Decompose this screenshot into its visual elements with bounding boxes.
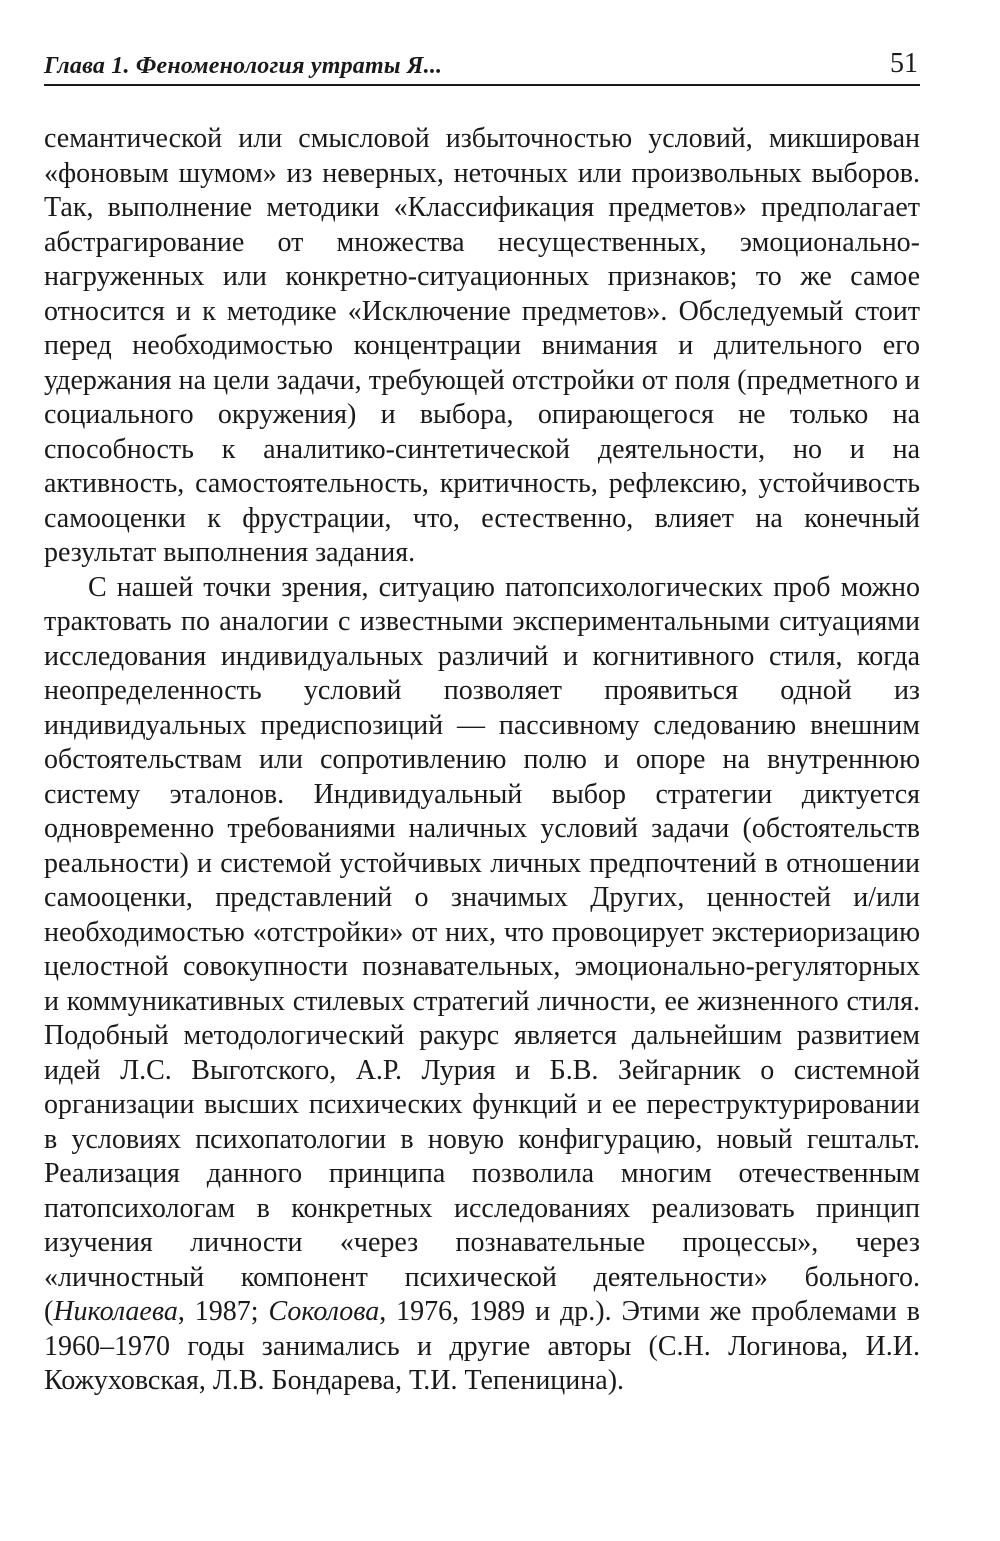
paragraph-1: семантической или смысловой избыточностью условий, микширован «фоновым шумом» из неверных, неточных или произвольных выборов. Так, выполнение методики «Классификация предметов» предполагает абстрагирование от множества несущественных, эмоционально-нагруженных или конкретно-ситуационных признаков; то же самое относится и к методике «Исключение предметов». Обследуемый стоит перед необходимостью концентрации внимания и длительного его удержания на цели задачи, требующей отстройки от поля (предметного и социального окружения) и выбора, опирающегося не только на способность к аналитико-синтетической деятельности, но и на активность, самостоятельность, критичность, рефлексию, устойчивость самооценки к фрустрации, что, естественно, влияет на конечный результат выполнения задания. bbox=[44, 123, 920, 568]
running-head bbox=[44, 38, 920, 86]
book-page bbox=[44, 38, 920, 1399]
paragraph-2-main: С нашей точки зрения, ситуацию патопсихологических проб можно трактовать по аналогии с известными экспериментальными ситуациями исследования индивидуальных различий и когнитивного стиля, когда неопределенность условий позволяет проявиться одной из индивидуальных предиспозиций — пассивному следованию внешним обстоятельствам или сопротивлению полю и опоре на внутреннюю систему эталонов. Индивидуальный выбор стратегии диктуется одновременно требованиями наличных условий задачи (обстоятельств реальности) и системой устойчивых личных предпочтений в отношении самооценки, представлений о значимых Других, ценностей и/или необходимостью «отстройки» от них, что провоцирует экстериоризацию целостной совокупности познавательных, эмоционально-регуляторных и коммуникативных стилевых стратегий личности, ее жизненного стиля. Подобный методологический ракурс является дальнейшим развитием идей Л.С. Выготского, А.Р. Лурия и Б.В. Зейгарник о системной организации высших психических функций и ее переструктурировании в условиях психопатологии в новую конфигурацию, новый гештальт. Реализация данного принципа позволила многим отечественным патопсихологам в конкретных исследованиях реализовать принцип изучения личности «через познавательные процессы», через «личностный компонент психической деятельности» больного. ( bbox=[44, 571, 920, 1327]
citation-author-nikolaeva: Николаева bbox=[53, 1296, 178, 1327]
body-text bbox=[44, 122, 920, 1399]
paragraph-2-end: , 1976, 1989 и др.). Этими же проблемами в 1960–1970 годы занимались и другие авторы (С.Н. Логинова, И.И. Кожуховская, Л.В. Бондарева, Т.И. Тепеницина). bbox=[44, 1296, 921, 1396]
chapter-title: Глава 1. Феноменология утраты Я... bbox=[44, 53, 443, 79]
citation-author-sokolova: Соколова bbox=[268, 1296, 380, 1327]
page-number: 51 bbox=[890, 48, 918, 79]
paragraph-2 bbox=[44, 571, 920, 1399]
citation-year-1987: , 1987; bbox=[177, 1296, 269, 1327]
